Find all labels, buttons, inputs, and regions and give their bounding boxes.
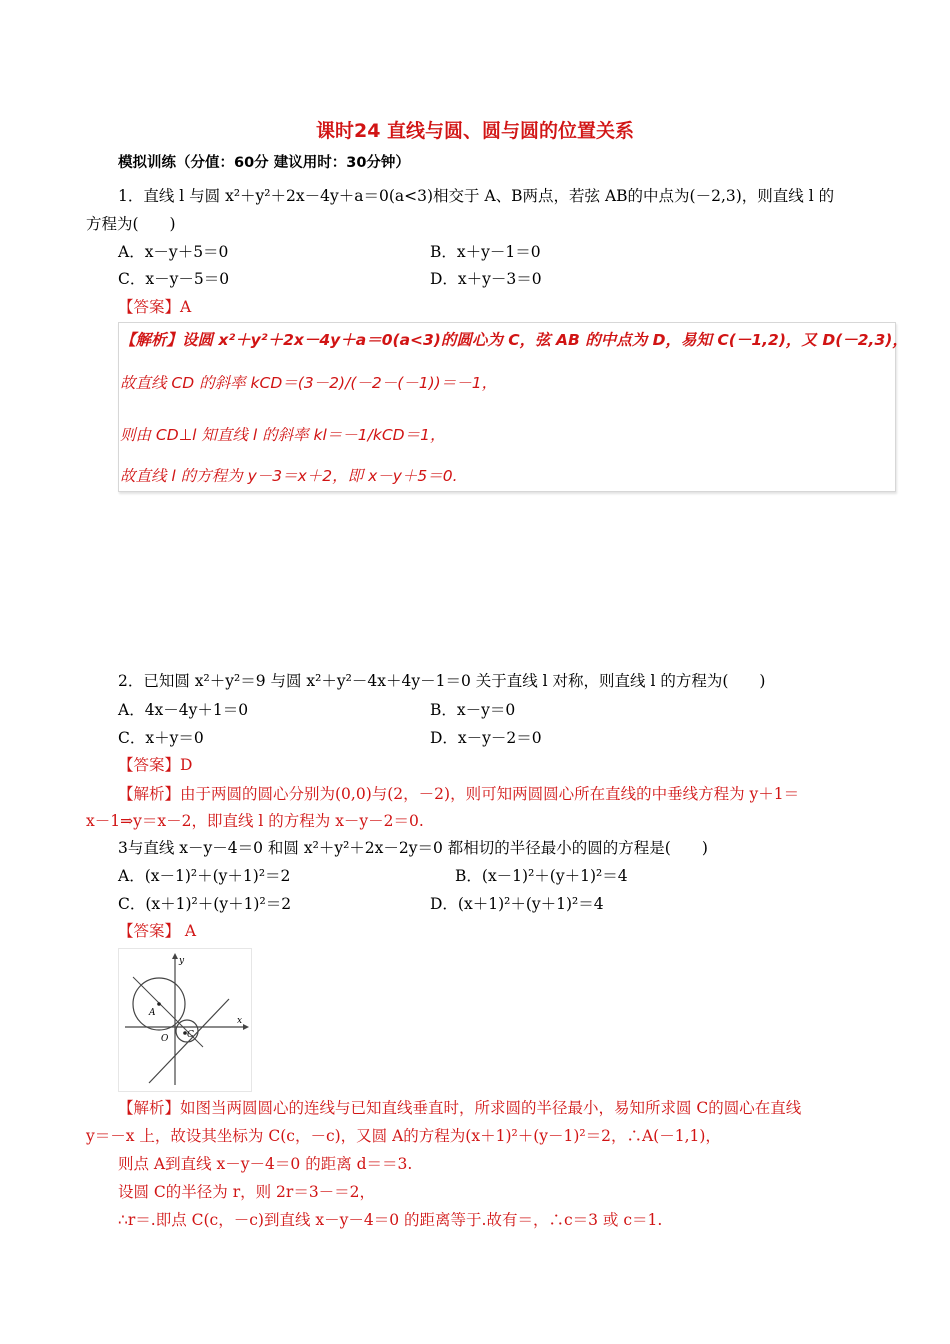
q1-analysis-line4: 故直线 l 的方程为 y－3＝x＋2，即 x－y＋5＝0.	[120, 467, 458, 485]
q1-option-b: B．x＋y－1＝0	[430, 243, 541, 261]
point-a-label: A	[149, 1008, 156, 1018]
q2-answer: 【答案】D	[118, 756, 193, 774]
q3-analysis-line2: y＝－x 上，故设其坐标为 C(c，－c)，又圆 A的方程为(x＋1)²＋(y－1)²＝2，∴A(－1,1)，	[86, 1127, 721, 1145]
q3-option-b: B．(x－1)²＋(y＋1)²＝4	[455, 867, 628, 885]
q2-analysis-line1: 【解析】由于两圆的圆心分别为(0,0)与(2，－2)，则可知两圆圆心所在直线的中垂线方程为 y＋1＝	[118, 785, 800, 803]
q2-option-c: C．x＋y＝0	[118, 729, 204, 747]
y-axis-label: y	[179, 956, 185, 966]
x-axis-label: x	[237, 1016, 243, 1026]
point-c-label: C	[187, 1030, 194, 1040]
q1-option-d: D．x＋y－3＝0	[430, 270, 542, 288]
origin-label: O	[161, 1034, 169, 1044]
q1-stem-line2: 方程为( )	[86, 215, 176, 233]
q2-option-d: D．x－y－2＝0	[430, 729, 542, 747]
q3-answer: 【答案】 A	[118, 922, 197, 940]
q3-analysis-line4: 设圆 C的半径为 r，则 2r＝3－＝2，	[118, 1183, 376, 1201]
x-axis-arrow	[243, 1024, 249, 1030]
q1-analysis-line1: 【解析】设圆 x²＋y²＋2x－4y＋a＝0(a<3)的圆心为 C，弦 AB 的中点为 D，易知 C(－1,2)，又 D(－2,3)，	[120, 331, 908, 349]
q3-option-c: C．(x＋1)²＋(y＋1)²＝2	[118, 895, 292, 913]
page-subtitle: 模拟训练（分值：60分 建议用时：30分钟）	[118, 155, 410, 171]
q1-stem-line1: 1．直线 l 与圆 x²＋y²＋2x－4y＋a＝0(a<3)相交于 A、B两点，若弦 AB的中点为(－2,3)，则直线 l 的	[118, 187, 835, 205]
q1-option-a: A．x－y＋5＝0	[118, 243, 229, 261]
q1-option-c: C．x－y－5＝0	[118, 270, 230, 288]
q2-option-a: A．4x－4y＋1＝0	[118, 701, 249, 719]
circle-diagram	[119, 949, 251, 1091]
q1-answer: 【答案】A	[118, 298, 192, 316]
q3-analysis-line1: 【解析】如图当两圆圆心的连线与已知直线垂直时，所求圆的半径最小，易知所求圆 C的圆心在直线	[118, 1099, 802, 1117]
q2-stem: 2．已知圆 x²＋y²＝9 与圆 x²＋y²－4x＋4y－1＝0 关于直线 l 对称，则直线 l 的方程为( )	[118, 672, 766, 690]
q2-analysis-line2: x－1⇒y＝x－2，即直线 l 的方程为 x－y－2＝0.	[86, 812, 424, 830]
q3-analysis-line5: ∴r＝.即点 C(c，－c)到直线 x－y－4＝0 的距离等于.故有＝，∴c＝3 或 c＝1.	[118, 1211, 663, 1229]
q3-analysis-line3: 则点 A到直线 x－y－4＝0 的距离 d＝＝3.	[118, 1155, 413, 1173]
q3-option-a: A．(x－1)²＋(y＋1)²＝2	[118, 867, 291, 885]
q2-option-b: B．x－y＝0	[430, 701, 516, 719]
q3-figure	[118, 948, 252, 1092]
q3-option-d: D．(x＋1)²＋(y＋1)²＝4	[430, 895, 604, 913]
center-a-dot	[157, 1002, 161, 1006]
page-title: 课时24 直线与圆、圆与圆的位置关系	[315, 120, 635, 142]
q1-analysis-line3: 则由 CD⊥l 知直线 l 的斜率 kl＝－1/kCD＝1，	[120, 426, 446, 444]
q3-stem: 3与直线 x－y－4＝0 和圆 x²＋y²＋2x－2y＝0 都相切的半径最小的圆的方程是( )	[118, 839, 708, 857]
y-axis-arrow	[172, 953, 178, 959]
q1-analysis-line2: 故直线 CD 的斜率 kCD＝(3－2)/(－2－(－1))＝－1，	[120, 374, 498, 392]
